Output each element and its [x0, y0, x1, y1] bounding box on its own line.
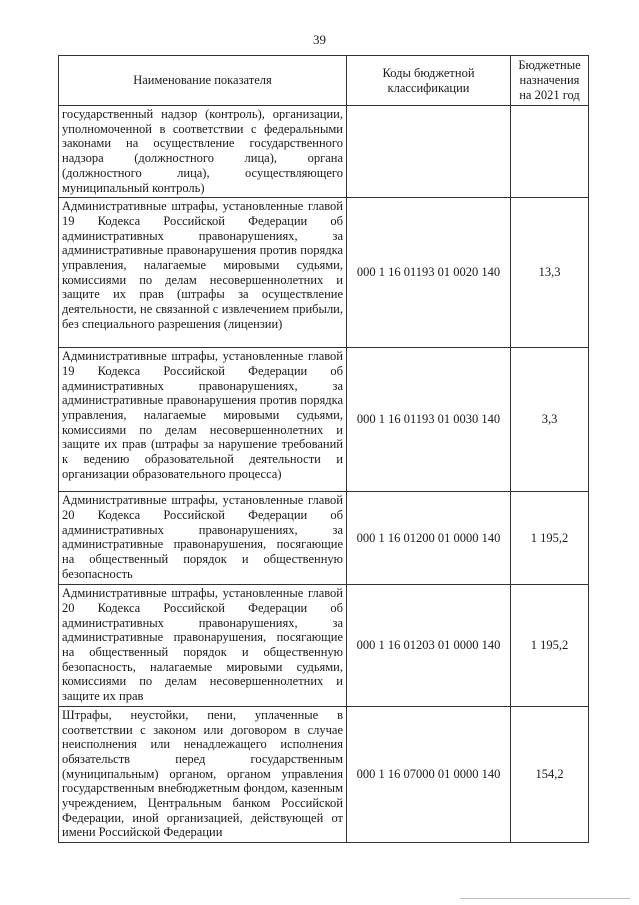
table-row: [59, 198, 589, 348]
row-amount: 3,3: [511, 348, 589, 492]
row-description: Административные штрафы, установленные главой 20 Кодекса Российской Федерации об административных правонарушениях, за административные правонарушения, посягающие на общественный порядок и общественную безопасность, налагаемые мировыми судьями, комиссиями по делам несовершеннолетних и защите их прав: [59, 585, 347, 707]
row-amount: 13,3: [511, 198, 589, 348]
row-amount: 154,2: [511, 706, 589, 842]
table-row: [59, 706, 589, 842]
row-description: Штрафы, неустойки, пени, уплаченные в соответствии с законом или договором в случае неисполнения или ненадлежащего исполнения обязательств перед государственным (муниципальным) органом, органом управления государственным внебюджетным фондом, казенным учреждением, Центральным банком Российской Федерации, иной организацией, действующей от имени Российской Федерации: [59, 706, 347, 842]
row-description: Административные штрафы, установленные главой 20 Кодекса Российской Федерации об административных правонарушениях, за административные правонарушения, посягающие на общественный порядок и общественную безопасность: [59, 492, 347, 585]
row-code: 000 1 16 01193 01 0030 140: [347, 348, 511, 492]
row-code: 000 1 16 01193 01 0020 140: [347, 198, 511, 348]
row-code: [347, 106, 511, 198]
header-amount: Бюджетные назначения на 2021 год: [511, 56, 589, 106]
table-row: [59, 492, 589, 585]
table-header-row: [59, 56, 589, 106]
row-code: 000 1 16 01200 01 0000 140: [347, 492, 511, 585]
row-description: Административные штрафы, установленные главой 19 Кодекса Российской Федерации об административных правонарушениях, за административные правонарушения против порядка управления, налагаемые мировыми судьями, комиссиями по делам несовершеннолетних и защите их прав (штрафы за осуществление деятельности, не связанной с извлечением прибыли, без специального разрешения (лицензии): [59, 198, 347, 348]
scan-edge-line: [460, 898, 630, 899]
page-number: 39: [313, 32, 326, 47]
row-amount: 1 195,2: [511, 492, 589, 585]
table-row: [59, 348, 589, 492]
header-code: Коды бюджетной классификации: [347, 56, 511, 106]
row-amount: 1 195,2: [511, 585, 589, 707]
row-code: 000 1 16 01203 01 0000 140: [347, 585, 511, 707]
row-amount: [511, 106, 589, 198]
table-row: [59, 585, 589, 707]
row-code: 000 1 16 07000 01 0000 140: [347, 706, 511, 842]
table-row: [59, 106, 589, 198]
budget-table: [58, 55, 589, 843]
row-description: Административные штрафы, установленные главой 19 Кодекса Российской Федерации об административных правонарушениях, за административные правонарушения против порядка управления, налагаемые мировыми судьями, комиссиями по делам несовершеннолетних и защите их прав (штрафы за нарушение требований к ведению образовательной деятельности и организации образовательного процесса): [59, 348, 347, 492]
row-description: государственный надзор (контроль), организации, уполномоченной в соответствии с федеральными законами на осуществление государственного надзора (должностного лица), органа (должностного лица), осуществляющего муниципальный контроль): [59, 106, 347, 198]
header-name: Наименование показателя: [59, 56, 347, 106]
